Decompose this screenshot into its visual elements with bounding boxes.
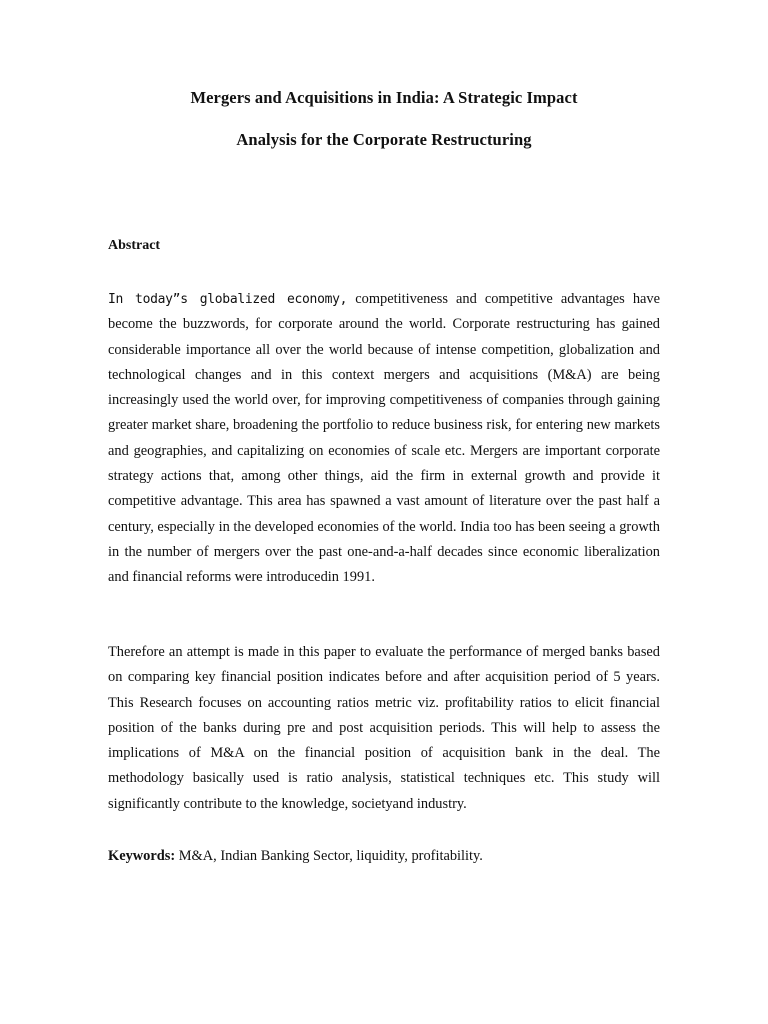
paper-title-line-2: Analysis for the Corporate Restructuring xyxy=(236,130,532,149)
abstract-heading: Abstract xyxy=(108,238,161,253)
abstract-paragraph-1-lead: In today”s globalized economy, xyxy=(108,292,348,307)
keywords-value: M&A, Indian Banking Sector, liquidity, profitability. xyxy=(175,848,483,864)
keywords-label: Keywords: xyxy=(108,848,176,864)
keywords-line xyxy=(108,844,660,869)
abstract-paragraph-2: Therefore an attempt is made in this paper to evaluate the performance of merged banks based on comparing key financial position indicates before and after acquisition period of 5 years. This Research focuses on accounting ratios metric viz. profitability ratios to elicit financial position of the banks during pre and post acquisition periods. This will help to assess the implications of M&A on the financial position of acquisition bank in the deal. The methodology basically used is ratio analysis, statistical techniques etc. This study will significantly contribute to the knowledge, societyand industry. xyxy=(108,644,660,812)
paper-title-line-1: Mergers and Acquisitions in India: A Strategic Impact xyxy=(190,88,578,107)
abstract-paragraph-1-body: competitiveness and competitive advantages have become the buzzwords, for corporate around the world. Corporate restructuring has gained considerable importance all over the world because of intense competition, globalization and technological changes and in this context mergers and acquisitions (M&A) are being increasingly used the world over, for improving competitiveness of companies through gaining greater market share, broadening the portfolio to reduce business risk, for entering new markets and geographies, and capitalizing on economies of scale etc. Mergers are important corporate strategy actions that, among other things, aid the firm in external growth and provide it competitive advantage. This area has spawned a vast amount of literature over the past half a century, especially in the developed economies of the world. India too has been seeing a growth in the number of mergers over the past one-and-a-half decades since economic liberalization and financial reforms were introducedin 1991. xyxy=(108,291,660,586)
abstract-paragraph-1 xyxy=(108,287,660,591)
